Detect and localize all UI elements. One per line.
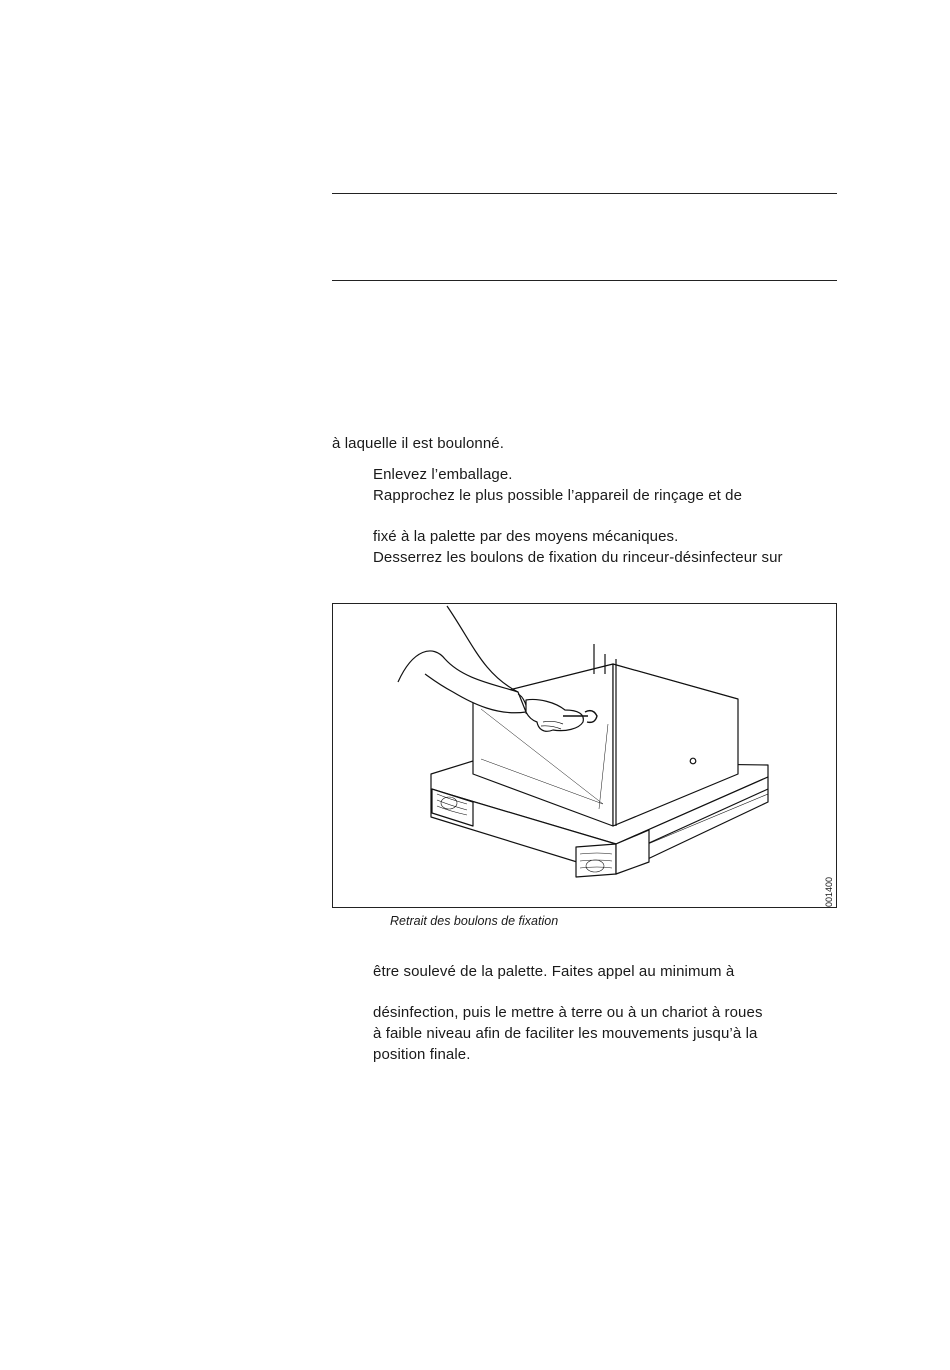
step-lift-line4: position finale. bbox=[373, 1046, 471, 1063]
step-loosen-bolts: Desserrez les boulons de fixation du rinceur-désinfecteur sur bbox=[373, 549, 783, 566]
pallet-bolt-illustration bbox=[333, 604, 836, 907]
step-bring-closer-line1: Rapprochez le plus possible l’appareil de rinçage et de bbox=[373, 487, 743, 504]
step-bring-closer-line2: fixé à la palette par des moyens mécaniques. bbox=[373, 528, 679, 545]
figure-illustration bbox=[332, 603, 837, 908]
figure-code: 001400 bbox=[824, 876, 834, 907]
header-rule-bottom bbox=[332, 280, 837, 281]
step-lift-line3: à faible niveau afin de faciliter les mouvements jusqu’à la bbox=[373, 1025, 758, 1042]
step-remove-packaging: Enlevez l’emballage. bbox=[373, 466, 513, 483]
figure-caption: Retrait des boulons de fixation bbox=[390, 914, 559, 928]
step-lift-line1: être soulevé de la palette. Faites appel au minimum à bbox=[373, 963, 735, 980]
intro-text: à laquelle il est boulonné. bbox=[332, 435, 504, 452]
step-lift-line2: désinfection, puis le mettre à terre ou à un chariot à roues bbox=[373, 1004, 763, 1021]
header-rule-top bbox=[332, 193, 837, 194]
